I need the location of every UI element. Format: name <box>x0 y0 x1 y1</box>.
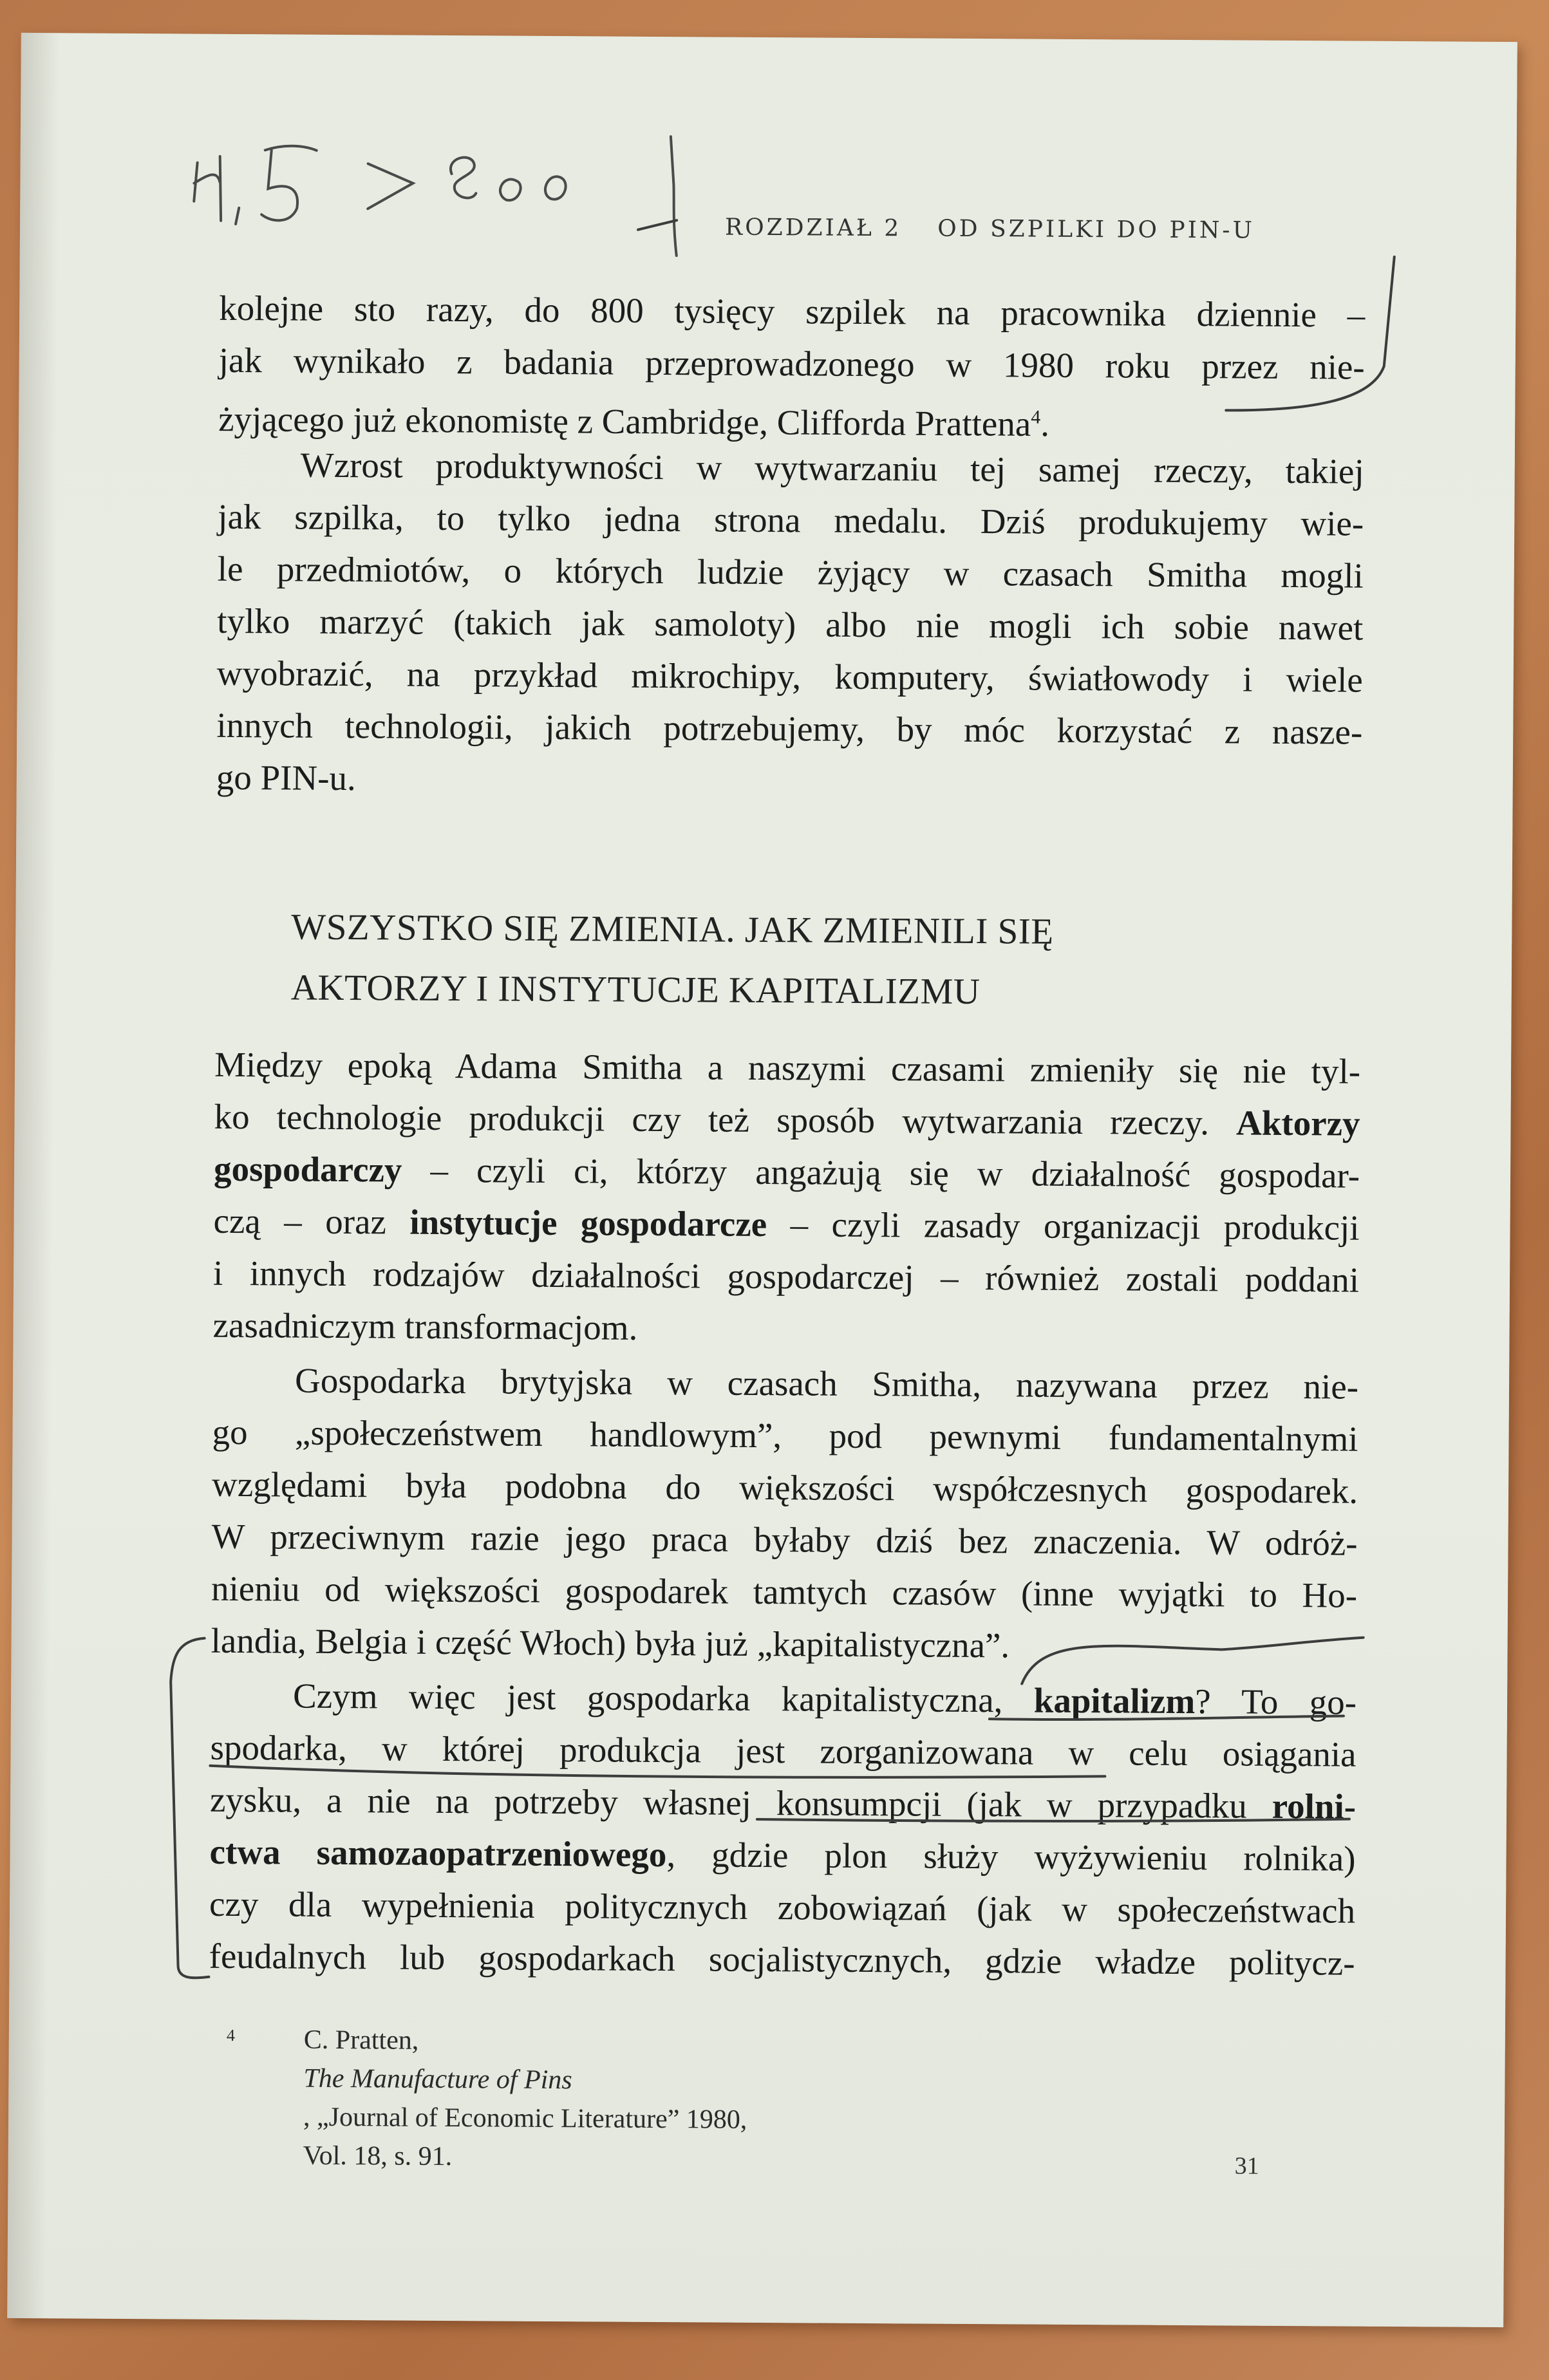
text-line: ctwa samozaopatrzeniowego, gdzie plon służy wyżywieniu rolnika) <box>209 1832 1356 1879</box>
handwritten-note <box>168 111 717 281</box>
text-line: nieniu od większości gospodarek tamtych czasów (inne wyjątki to Ho- <box>211 1568 1358 1615</box>
text-line: innych technologii, jakich potrzebujemy, by móc korzystać z nasze- <box>216 705 1363 752</box>
text-line: Czym więc jest gospodarka kapitalistyczna, kapitalizm? To go- <box>292 1676 1357 1722</box>
text-line: względami była podobna do większości współczesnych gospodarek. <box>211 1464 1358 1511</box>
text-line: Wzrost produktywności w wytwarzaniu tej samej rzeczy, takiej <box>300 445 1364 491</box>
chapter-title: OD SZPILKI DO PIN-U <box>937 215 1255 244</box>
footnote-line: Vol. 18, s. 91. <box>303 2141 453 2172</box>
text-line: kolejne sto razy, do 800 tysięcy szpilek na pracownika dziennie – <box>219 288 1366 335</box>
text-line: jak szpilka, to tylko jedna strona medalu. Dziś produkujemy wie- <box>218 496 1364 543</box>
page-number: 31 <box>1234 2152 1259 2180</box>
text-line: Gospodarka brytyjska w czasach Smitha, nazywana przez nie- <box>294 1360 1359 1407</box>
term-instytucje: instytucje gospodarcze <box>409 1202 767 1244</box>
text-line: zysku, a nie na potrzeby własnej konsumpcji (jak w przypadku rolni- <box>209 1779 1357 1826</box>
text-line: W przeciwnym razie jego praca byłaby dziś bez znaczenia. W odróż- <box>211 1516 1358 1563</box>
text-line: go PIN-u. <box>216 757 356 798</box>
pen-bracket-left <box>169 1638 211 1978</box>
paragraph-3 <box>212 1038 1360 1358</box>
heading-line: AKTORZY I INSTYTUCJE KAPITALIZMU <box>290 967 981 1013</box>
term-kapitalizm: kapitalizm <box>1033 1680 1196 1721</box>
text-line: żyjącego już ekonomistę z Cambridge, Clifforda Prattena$^4$. <box>218 399 1050 444</box>
text-line: czą – oraz instytucje gospodarcze – czyli zasady organizacji produkcji <box>213 1201 1360 1248</box>
text-line: ko technologie produkcji czy też sposób wytwarzania rzeczy. Aktorzy <box>214 1096 1360 1143</box>
text-line: landia, Belgia i część Włoch) była już „kapitalistyczna”. <box>211 1620 1010 1665</box>
footnote-number: 4 <box>226 2025 235 2045</box>
section-heading <box>291 897 1322 1025</box>
term-samozaopatrzeniowego: ctwa samozaopatrzeniowego <box>209 1832 667 1875</box>
footnote <box>208 2020 1367 2182</box>
page-spine-shadow <box>7 33 60 2318</box>
paragraph-4 <box>211 1354 1358 1674</box>
text-line: le przedmiotów, o których ludzie żyjący w czasach Smitha mogli <box>217 548 1364 595</box>
text-line: spodarka, w której produkcja jest zorganizowana w celu osiągania <box>210 1727 1357 1774</box>
text-line: go „społeczeństwem handlowym”, pod pewnymi fundamentalnymi <box>212 1412 1358 1459</box>
paragraph-1 <box>218 282 1366 452</box>
text-line: Między epoką Adama Smitha a naszymi czasami zmieniły się nie tyl- <box>214 1044 1361 1091</box>
footnote-line: C. Pratten, The Manufacture of Pins , „Journal of Economic Literature” 1980, <box>303 2025 747 2135</box>
footnote-title: The Manufacture of Pins <box>303 2063 572 2095</box>
text-line: wyobrazić, na przykład mikrochipy, komputery, światłowody i wiele <box>216 653 1363 700</box>
text-line: gospodarczy – czyli ci, którzy angażują się w działalność gospodar- <box>213 1148 1360 1195</box>
text-line: czy dla wypełnienia politycznych zobowiązań (jak w społeczeństwach <box>209 1884 1356 1931</box>
paragraph-2 <box>216 438 1364 811</box>
text-line: i innych rodzajów działalności gospodarczej – również zostali poddani <box>212 1253 1360 1300</box>
chapter-label: ROZDZIAŁ 2 <box>724 214 902 242</box>
text-line: tylko marzyć (takich jak samoloty) albo nie mogli ich sobie nawet <box>217 601 1364 648</box>
heading-line: WSZYSTKO SIĘ ZMIENIA. JAK ZMIENILI SIĘ <box>291 906 1054 952</box>
book-page <box>7 33 1517 2327</box>
running-head <box>725 214 1255 244</box>
text-line: zasadniczym transformacjom. <box>212 1305 638 1347</box>
term-gospodarczy: gospodarczy <box>213 1148 402 1190</box>
paragraph-5 <box>209 1669 1357 1989</box>
term-aktorzy: Aktorzy <box>1235 1103 1360 1143</box>
text-line: jak wynikało z badania przeprowadzonego w 1980 roku przez nie- <box>218 340 1365 387</box>
footnote-ref: 4 <box>1031 406 1041 428</box>
term-rolnictwa: rolni- <box>1272 1786 1357 1826</box>
text-line: feudalnych lub gospodarkach socjalistycznych, gdzie władze politycz- <box>209 1936 1355 1983</box>
